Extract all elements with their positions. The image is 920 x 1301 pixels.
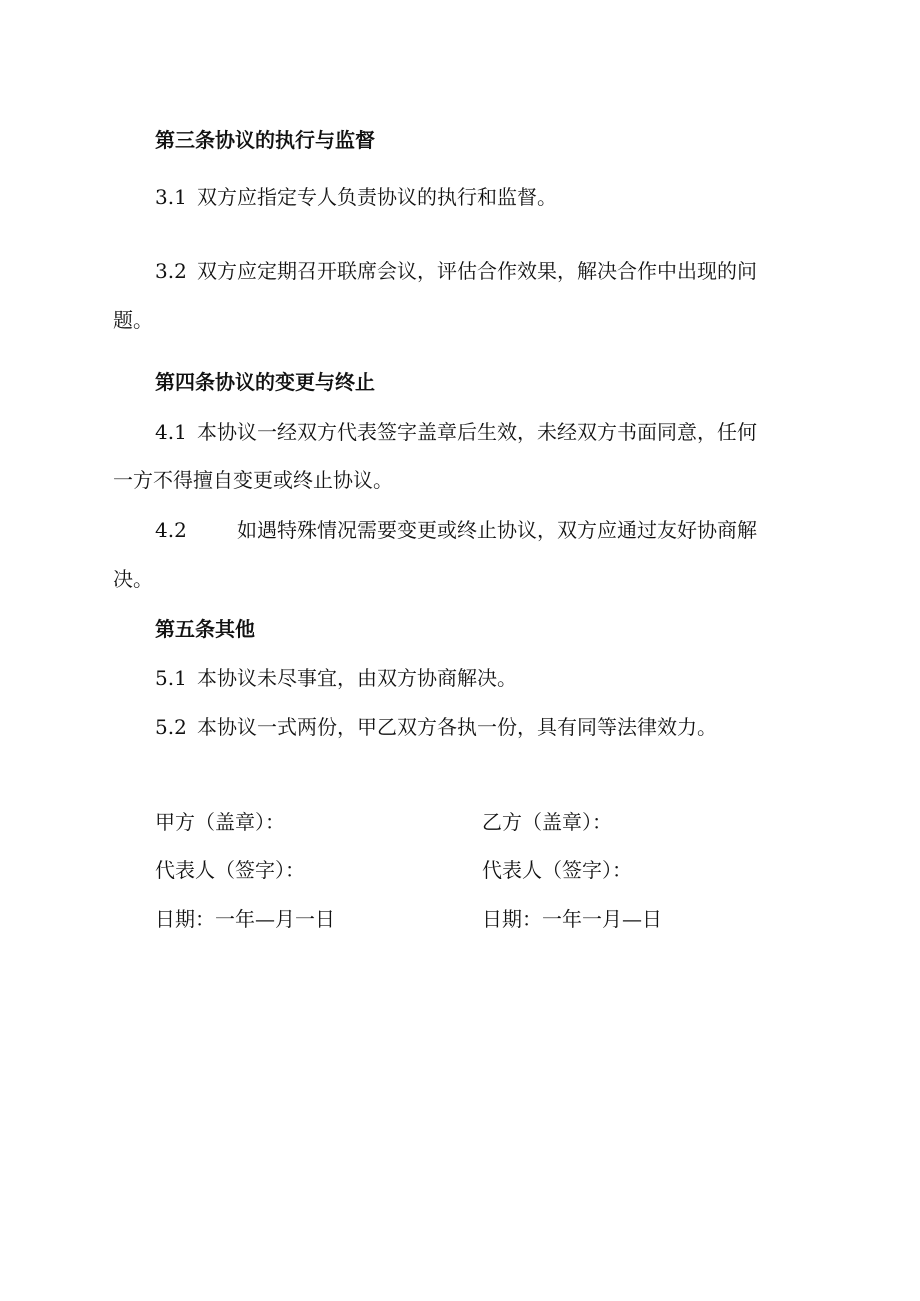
clause-number: 3.2 — [155, 259, 187, 283]
clause-text: 双方应定期召开联席会议，评估合作效果，解决合作中出现的问 — [197, 259, 757, 283]
party-b-seal-label: 乙方（盖章）： — [482, 810, 612, 834]
party-b-date-label: 日期：一年一月—日 — [482, 907, 662, 931]
party-a-seal-label: 甲方（盖章）： — [155, 810, 285, 834]
party-b-representative-label: 代表人（签字）： — [482, 858, 632, 882]
clause-4-1-line-2: 一方不得擅自变更或终止协议。 — [113, 468, 393, 492]
clause-5-1 — [155, 664, 517, 692]
party-a-date-label: 日期：一年—月一日 — [155, 907, 335, 931]
clause-3-2-line-2: 题。 — [113, 308, 153, 332]
clause-number: 4.2 — [155, 518, 187, 542]
clause-3-2-line-1 — [155, 257, 757, 285]
section-5-heading: 第五条其他 — [155, 617, 255, 641]
section-4-heading: 第四条协议的变更与终止 — [155, 370, 375, 394]
clause-4-2-line-1 — [155, 516, 757, 544]
party-a-representative-label: 代表人（签字）： — [155, 858, 305, 882]
clause-number: 5.1 — [155, 666, 187, 690]
clause-text: 本协议一经双方代表签字盖章后生效，未经双方书面同意，任何 — [197, 420, 757, 444]
section-3-heading: 第三条协议的执行与监督 — [155, 128, 375, 152]
clause-4-1-line-1 — [155, 418, 757, 446]
clause-number: 4.1 — [155, 420, 187, 444]
clause-number: 5.2 — [155, 715, 187, 739]
clause-number: 3.1 — [155, 185, 187, 209]
clause-text: 本协议未尽事宜，由双方协商解决。 — [197, 666, 517, 690]
clause-text: 双方应指定专人负责协议的执行和监督。 — [197, 185, 557, 209]
clause-5-2 — [155, 713, 717, 741]
clause-text: 如遇特殊情况需要变更或终止协议，双方应通过友好协商解 — [237, 518, 757, 542]
clause-4-2-line-2: 决。 — [113, 567, 153, 591]
clause-3-1 — [155, 183, 557, 211]
clause-text: 本协议一式两份，甲乙双方各执一份，具有同等法律效力。 — [197, 715, 717, 739]
